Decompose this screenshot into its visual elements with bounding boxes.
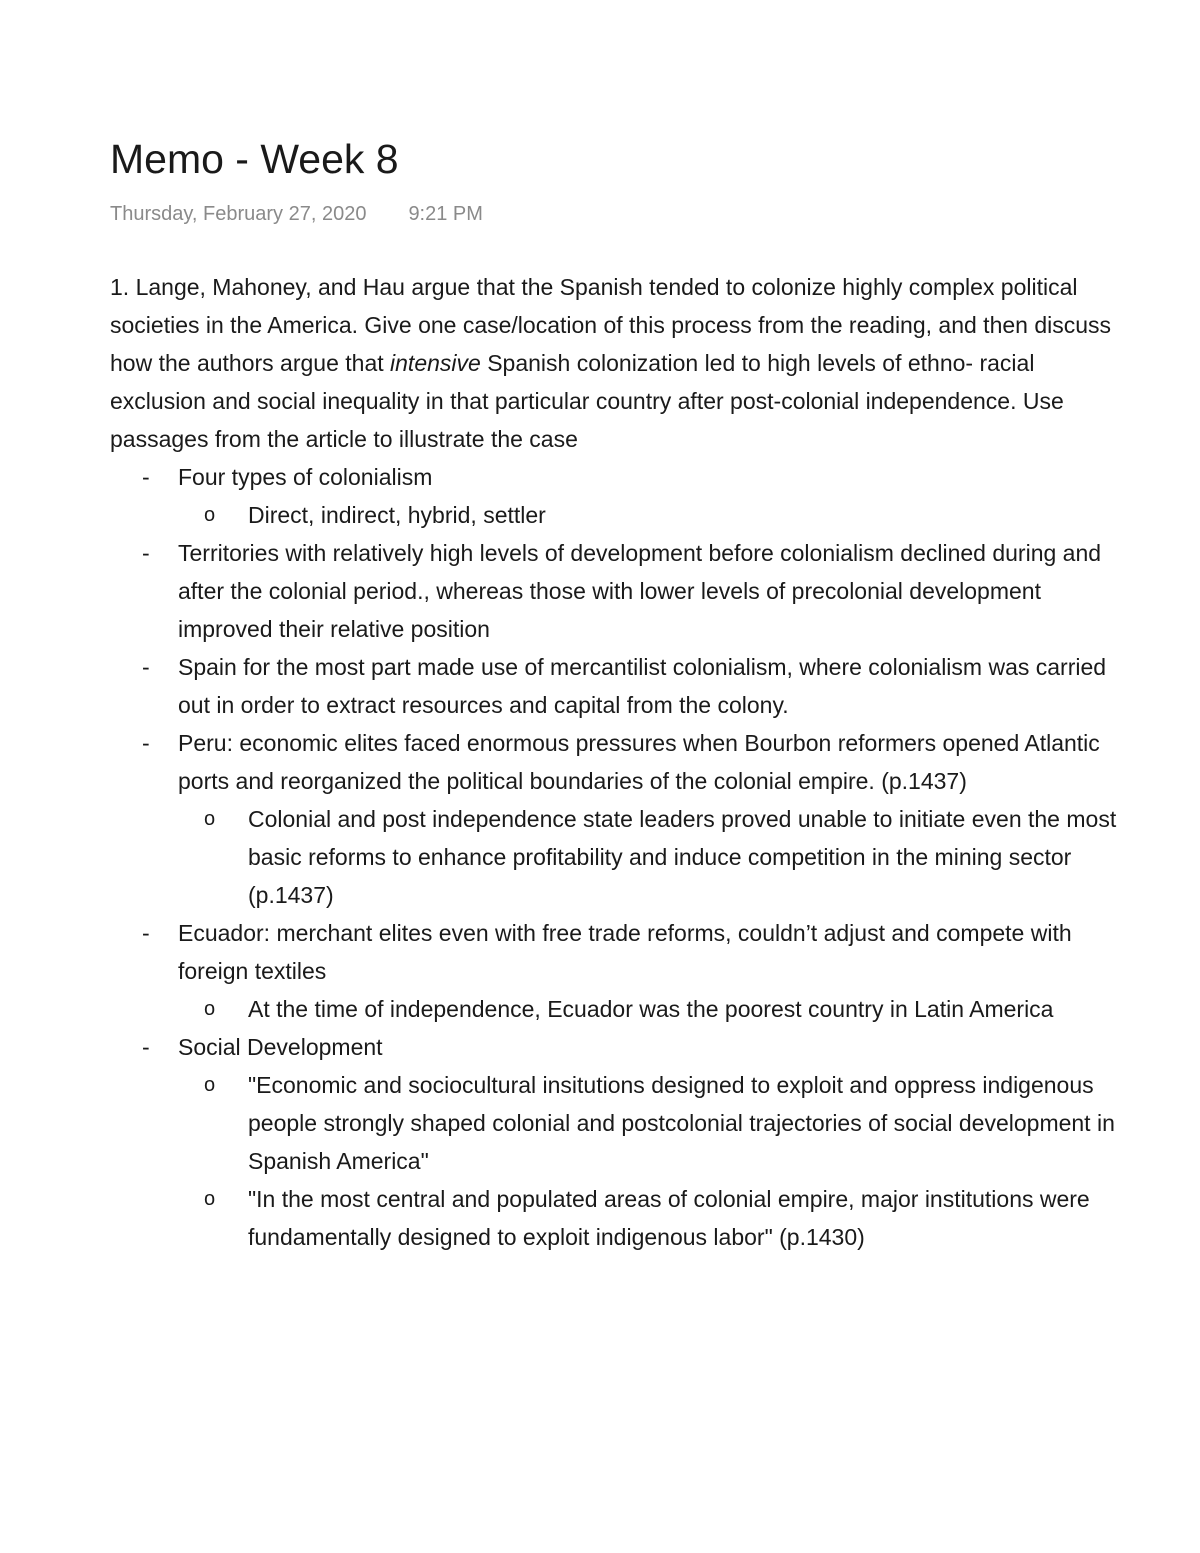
list-item-text: Ecuador: merchant elites even with free trade reforms, couldn’t adjust and compete with foreign textiles xyxy=(178,920,1072,984)
dash-bullet-icon: - xyxy=(142,1034,150,1060)
sub-list-item xyxy=(110,1180,1130,1256)
page-title: Memo - Week 8 xyxy=(110,136,399,182)
circle-bullet-icon: o xyxy=(204,1188,216,1210)
time-label: 9:21 PM xyxy=(408,203,483,225)
sub-list-item xyxy=(110,800,1130,914)
date-label: Thursday, February 27, 2020 xyxy=(110,203,367,225)
question-text: 1. Lange, Mahoney, and Hau argue that the Spanish tended to colonize highly complex political societies in the America. Give one case/location of this process from the reading, and then discuss how the authors argue that xyxy=(110,274,1112,376)
dash-bullet-icon: - xyxy=(142,920,150,946)
list-item xyxy=(110,914,1130,990)
sub-list-item xyxy=(110,496,1130,534)
dash-bullet-icon: - xyxy=(142,464,150,490)
circle-bullet-icon: o xyxy=(204,1074,216,1096)
sub-list-item xyxy=(110,990,1130,1028)
list-item-text: Territories with relatively high levels of development before colonialism declined during and after the colonial period., whereas those with lower levels of precolonial development improved their relative position xyxy=(178,540,1102,642)
memo-content xyxy=(110,268,1130,1446)
sub-list-item-text: Direct, indirect, hybrid, settler xyxy=(248,502,546,528)
list-item xyxy=(110,1028,1130,1066)
list-item xyxy=(110,458,1130,496)
circle-bullet-icon: o xyxy=(204,808,216,830)
list-item-text: Peru: economic elites faced enormous pressures when Bourbon reformers opened Atlantic ports and reorganized the political boundaries of the colonial empire. (p.1437) xyxy=(178,730,1100,794)
question-text-continued: Spanish colonization led to high levels of ethno- racial exclusion and social inequality in that particular country after post-colonial independence. Use passages from the article to illustrate the case xyxy=(110,350,1064,452)
sub-list-item xyxy=(110,1066,1130,1180)
circle-bullet-icon: o xyxy=(204,504,216,526)
emphasis-word: intensive xyxy=(390,350,481,376)
list-item-text: Spain for the most part made use of mercantilist colonialism, where colonialism was carried out in order to extract resources and capital from the colony. xyxy=(178,654,1107,718)
circle-bullet-icon: o xyxy=(204,998,216,1020)
dash-bullet-icon: - xyxy=(142,540,150,566)
list-item-text: Four types of colonialism xyxy=(178,464,433,490)
sub-list-item-text: "In the most central and populated areas of colonial empire, major institutions were fundamentally designed to exploit indigenous labor" (p.1430) xyxy=(248,1186,1090,1250)
timestamp xyxy=(110,200,483,228)
sub-list-item-text: "Economic and sociocultural insitutions designed to exploit and oppress indigenous people strongly shaped colonial and postcolonial trajectories of social development in Spanish America" xyxy=(248,1072,1115,1174)
list-item xyxy=(110,648,1130,724)
sub-list-item-text: Colonial and post independence state leaders proved unable to initiate even the most basic reforms to enhance profitability and induce competition in the mining sector (p.1437) xyxy=(248,806,1117,908)
sub-list-item-text: At the time of independence, Ecuador was the poorest country in Latin America xyxy=(248,996,1054,1022)
list-item-text: Social Development xyxy=(178,1034,383,1060)
list-item xyxy=(110,724,1130,800)
list-item xyxy=(110,534,1130,648)
question-paragraph xyxy=(110,268,1130,458)
dash-bullet-icon: - xyxy=(142,654,150,680)
dash-bullet-icon: - xyxy=(142,730,150,756)
